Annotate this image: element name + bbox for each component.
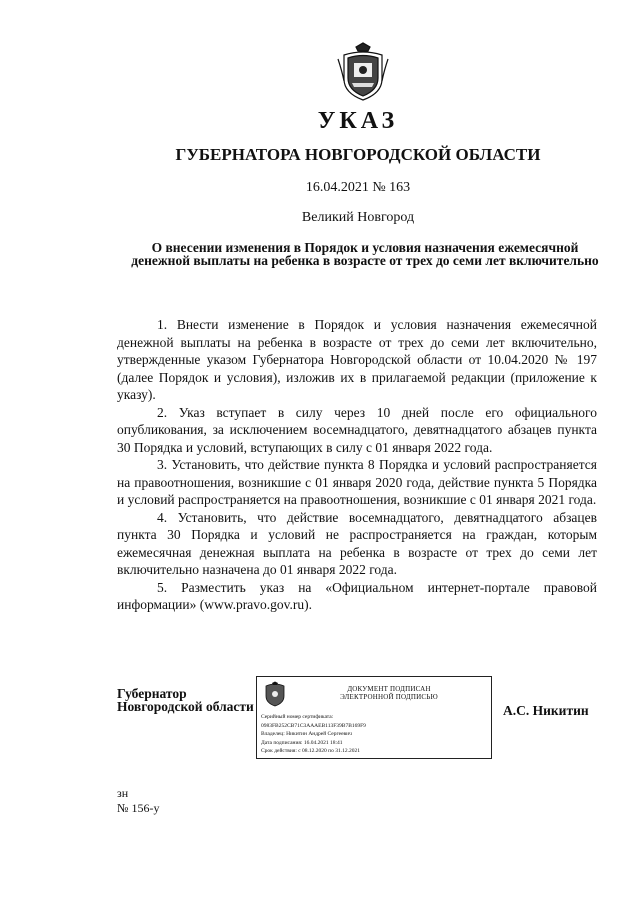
coat-of-arms-icon bbox=[336, 41, 390, 103]
decree-date-number: 16.04.2021 № 163 bbox=[305, 180, 411, 195]
signatory-position bbox=[117, 687, 254, 713]
seal-icon bbox=[263, 681, 287, 707]
registration-number: № 156-у bbox=[117, 801, 160, 815]
paragraph-2: 2. Указ вступает в силу через 10 дней после его официального опубликования, за исключением восемнадцатого, девятнадцатого абзацев пункта 30 Порядка и условий, вступающих в силу с 01 января 2022 года. bbox=[117, 404, 597, 455]
paragraph-1: 1. Внести изменение в Порядок и условия назначения ежемесячной денежной выплаты на ребенка в возрасте от трех до семи лет включительно, утвержденные указом Губернатора Новгородской области от 10.04.2020 № 197 (далее Порядок и условия), изложив их в прилагаемой редакции (приложение к указу). bbox=[117, 317, 597, 402]
electronic-signature-stamp bbox=[256, 676, 492, 759]
certificate-validity: Срок действия: с 08.12.2020 по 31.12.2021 bbox=[261, 748, 360, 754]
document-body bbox=[117, 316, 597, 614]
stamp-header bbox=[291, 685, 487, 701]
signatory-name: А.С. Никитин bbox=[503, 703, 589, 718]
paragraph-3: 3. Установить, что действие пункта 8 Порядка и условий распространяется на правоотношения, возникшие с 01 января 2020 года, действие пункта 5 Порядка и условий распространяется на правоотношения, возникшие с 01 января 2021 года. bbox=[117, 457, 597, 507]
document-footer bbox=[117, 786, 159, 816]
executor-initials: зн bbox=[117, 786, 129, 800]
decree-city: Великий Новгород bbox=[301, 210, 415, 225]
paragraph-5: 5. Разместить указ на «Официальном интернет-портале правовой информации» (www.pravo.gov.ru). bbox=[117, 579, 597, 612]
paragraph-4: 4. Установить, что действие восемнадцатого, девятнадцатого абзацев пункта 30 Порядка и условий не распространяется на граждан, которым ежемесячная денежная выплата на ребенка в возрасте от трех до семи лет включительно назначена до 01 января 2022 года. bbox=[117, 509, 597, 577]
signing-date: Дата подписания: 16.04.2021 18:41 bbox=[261, 739, 343, 746]
signatory-position-line2: Новгородской области bbox=[117, 699, 254, 714]
certificate-owner: Владелец: Никитин Андрей Сергеевич bbox=[261, 731, 352, 737]
document-heading: О внесении изменения в Порядок и условия назначения ежемесячной денежной выплаты на ребенка в возрасте от трех до семи лет включительно bbox=[131, 240, 599, 268]
certificate-label: Серийный номер сертификата: bbox=[261, 714, 334, 720]
stamp-header-line2: ЭЛЕКТРОННОЙ ПОДПИСЬЮ bbox=[340, 693, 438, 701]
certificate-number: 0983FB252CB71C3AAAEB113F39B7B169F9 bbox=[261, 722, 366, 729]
decree-subtitle: ГУБЕРНАТОРА НОВГОРОДСКОЙ ОБЛАСТИ bbox=[175, 145, 541, 164]
signatory-position-line1: Губернатор bbox=[117, 686, 187, 701]
decree-title: УКАЗ bbox=[317, 108, 399, 134]
certificate-details bbox=[261, 713, 489, 756]
stamp-header-line1: ДОКУМЕНТ ПОДПИСАН bbox=[347, 685, 431, 693]
